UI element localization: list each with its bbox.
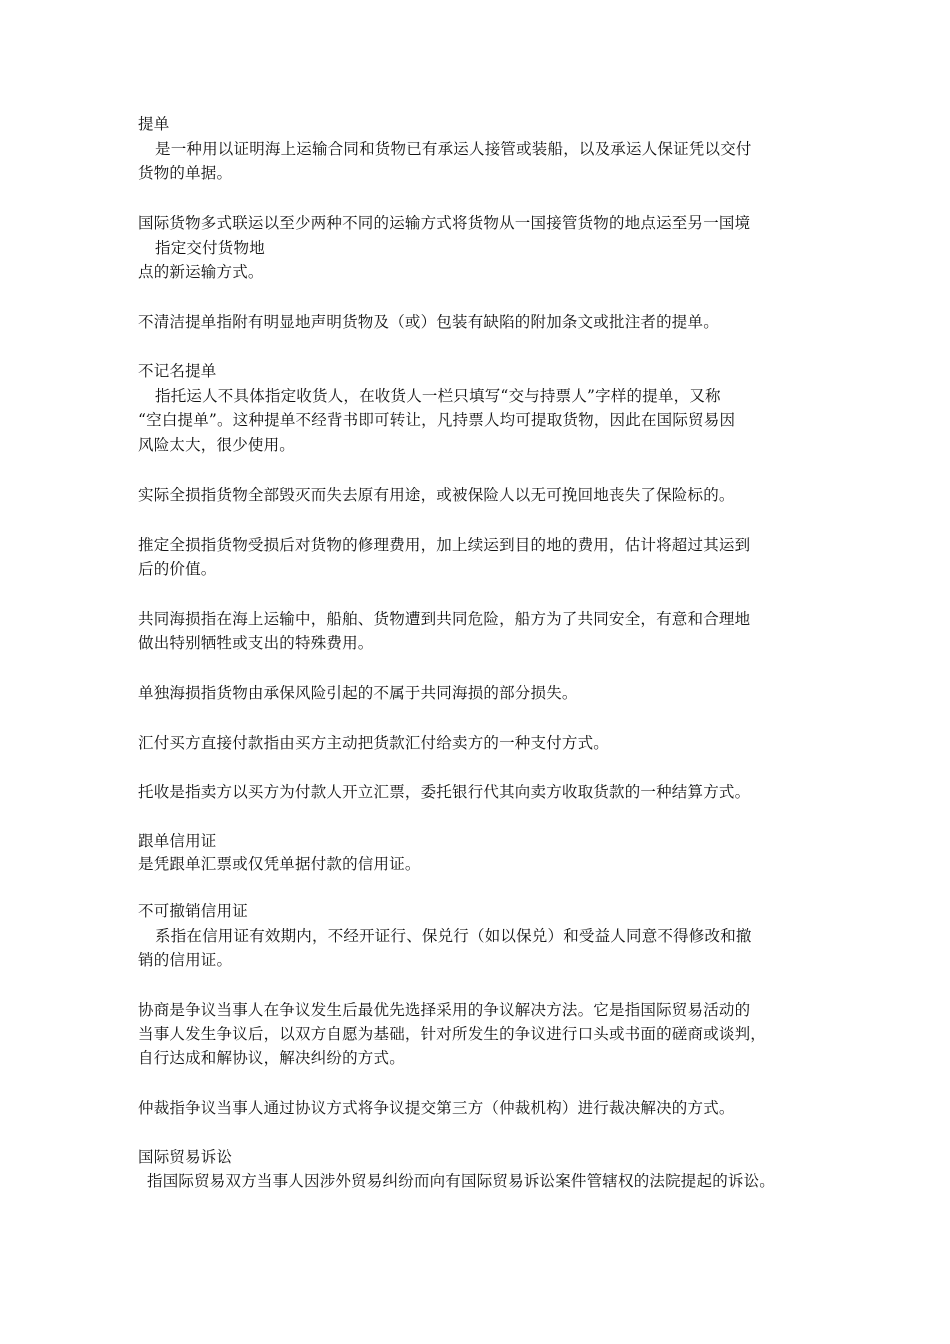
- definition-line: 是一种用以证明海上运输合同和货物已有承运人接管或装船，以及承运人保证凭以交付: [155, 140, 752, 158]
- definition-line: 指定交付货物地: [155, 239, 265, 257]
- term-heading: 提单: [138, 115, 170, 133]
- term-heading: 不记名提单: [138, 362, 217, 380]
- definition-line: 单独海损指货物由承保风险引起的不属于共同海损的部分损失。: [138, 684, 578, 702]
- definition-line: 后的价值。: [138, 560, 217, 578]
- definition-line: 不清洁提单指附有明显地声明货物及（或）包装有缺陷的附加条文或批注者的提单。: [138, 313, 719, 331]
- definition-line: 汇付买方直接付款指由买方主动把货款汇付给卖方的一种支付方式。: [138, 734, 610, 752]
- term-heading: 国际贸易诉讼: [138, 1148, 233, 1166]
- definition-line: 当事人发生争议后，以双方自愿为基础，针对所发生的争议进行口头或书面的磋商或谈判，: [138, 1025, 767, 1043]
- definition-line: 销的信用证。: [138, 951, 233, 969]
- definition-line: 实际全损指货物全部毁灭而失去原有用途，或被保险人以无可挽回地丧失了保险标的。: [138, 486, 735, 504]
- definition-line: 国际货物多式联运以至少两种不同的运输方式将货物从一国接管货物的地点运至另一国境: [138, 214, 751, 232]
- term-heading: 不可撤销信用证: [138, 902, 248, 920]
- definition-line: 系指在信用证有效期内，不经开证行、保兑行（如以保兑）和受益人同意不得修改和撤: [155, 927, 752, 945]
- definition-line: 协商是争议当事人在争议发生后最优先选择采用的争议解决方法。它是指国际贸易活动的: [138, 1001, 751, 1019]
- definition-line: 自行达成和解协议，解决纠纷的方式。: [138, 1049, 405, 1067]
- definition-line: 推定全损指货物受损后对货物的修理费用，加上续运到目的地的费用，估计将超过其运到: [138, 536, 751, 554]
- definition-line: 是凭跟单汇票或仅凭单据付款的信用证。: [138, 855, 421, 873]
- definition-line: “空白提单”。这种提单不经背书即可转让，凡持票人均可提取货物，因此在国际贸易因: [138, 411, 736, 429]
- definition-line: 货物的单据。: [138, 164, 233, 182]
- definition-line: 风险太大，很少使用。: [138, 436, 296, 454]
- definition-line: 共同海损指在海上运输中，船舶、货物遭到共同危险，船方为了共同安全，有意和合理地: [138, 610, 751, 628]
- definition-line: 仲裁指争议当事人通过协议方式将争议提交第三方（仲裁机构）进行裁决解决的方式。: [138, 1099, 735, 1117]
- term-heading: 跟单信用证: [138, 832, 217, 850]
- definition-line: 指国际贸易双方当事人因涉外贸易纠纷而向有国际贸易诉讼案件管辖权的法院提起的诉讼。: [147, 1172, 776, 1190]
- definition-line: 点的新运输方式。: [138, 263, 264, 281]
- definition-line: 做出特别牺牲或支出的特殊费用。: [138, 634, 374, 652]
- definition-line: 托收是指卖方以买方为付款人开立汇票，委托银行代其向卖方收取货款的一种结算方式。: [138, 783, 751, 801]
- definition-line: 指托运人不具体指定收货人，在收货人一栏只填写“交与持票人”字样的提单，又称: [155, 387, 721, 405]
